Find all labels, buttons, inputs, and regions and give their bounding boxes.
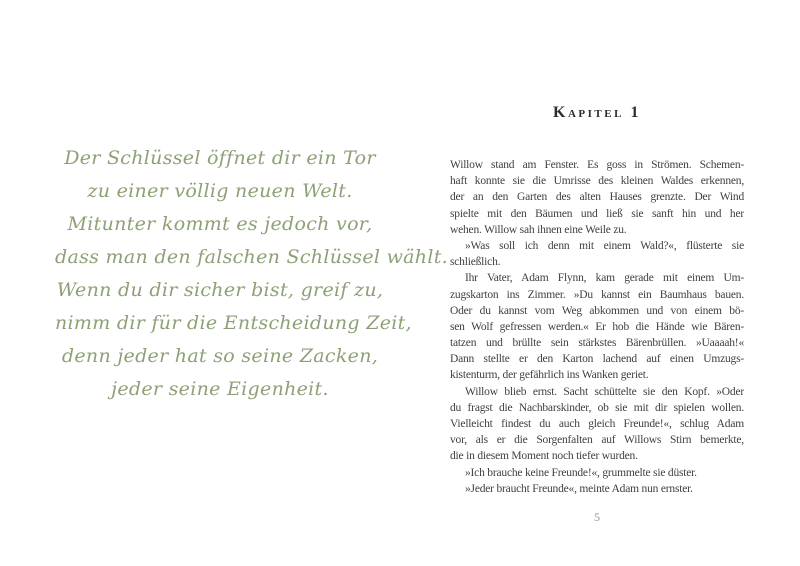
body-line: du fragst die Nachbarskinder, ob sie mit dir spielen wollen.	[450, 401, 744, 414]
body-line: vor, als er die Sorgenfalten auf Willows Stirn bemerkte,	[450, 434, 744, 447]
poem-line: nimm dir für die Entscheidung Zeit,	[55, 312, 412, 334]
body-line: kistenturm, der gefährlich ins Wanken geriet.	[450, 369, 649, 382]
poem-line: zu einer völlig neuen Welt.	[87, 180, 353, 202]
poem-line: dass man den falschen Schlüssel wählt.	[55, 246, 448, 268]
body-line: Oder du kannst vom Weg abkommen und von einem bö-	[450, 304, 744, 317]
body-line: wehen. Willow sah ihnen eine Weile zu.	[450, 223, 627, 236]
body-line: Ihr Vater, Adam Flynn, kam gerade mit einem Um-	[465, 272, 744, 285]
body-line: der an den Garten des alten Hauses grenzte. Der Wind	[450, 191, 744, 204]
poem-line: Mitunter kommt es jedoch vor,	[67, 213, 373, 235]
page-number: 5	[594, 510, 600, 524]
body-line: zugskarton ins Zimmer. »Du kannst ein Baumhaus bauen.	[450, 288, 744, 301]
poem-line: Der Schlüssel öffnet dir ein Tor	[64, 147, 376, 169]
body-line: »Was soll ich denn mit einem Wald?«, flüsterte sie	[465, 239, 744, 252]
body-line: Willow blieb ernst. Sacht schüttelte sie den Kopf. »Oder	[465, 385, 744, 398]
body-line: haft konnte sie die Umrisse des kleinen Waldes erkennen,	[450, 175, 744, 188]
poem-line: jeder seine Eigenheit.	[111, 378, 329, 400]
body-line: die in diesem Moment noch tiefer wurden.	[450, 450, 638, 463]
body-line: »Ich brauche keine Freunde!«, grummelte sie düster.	[465, 466, 697, 479]
body-line: sen Wolf gefressen werden.« Er hob die Hände wie Bären-	[450, 320, 744, 333]
body-text	[450, 157, 744, 497]
body-line: schließlich.	[450, 256, 501, 269]
body-line: tatzen und brüllte sein stärkstes Bärenbrüllen. »Uaaaah!«	[450, 337, 744, 350]
poem-line: Wenn du dir sicher bist, greif zu,	[56, 279, 384, 301]
body-line: spielte mit den Bäumen und ließ sie sanft hin und her	[450, 207, 744, 220]
chapter-heading: Kapitel 1	[553, 104, 641, 121]
poem-line: denn jeder hat so seine Zacken,	[61, 345, 379, 367]
body-line: »Jeder braucht Freunde«, meinte Adam nun ernster.	[465, 482, 693, 495]
epigraph-poem	[55, 142, 448, 406]
body-line: Dann stellte er den Karton lachend auf einen Umzugs-	[450, 353, 744, 366]
body-line: Willow stand am Fenster. Es goss in Strömen. Schemen-	[450, 159, 744, 171]
body-line: Vielleicht findest du auch gleich Freunde!«, schlug Adam	[450, 418, 744, 430]
